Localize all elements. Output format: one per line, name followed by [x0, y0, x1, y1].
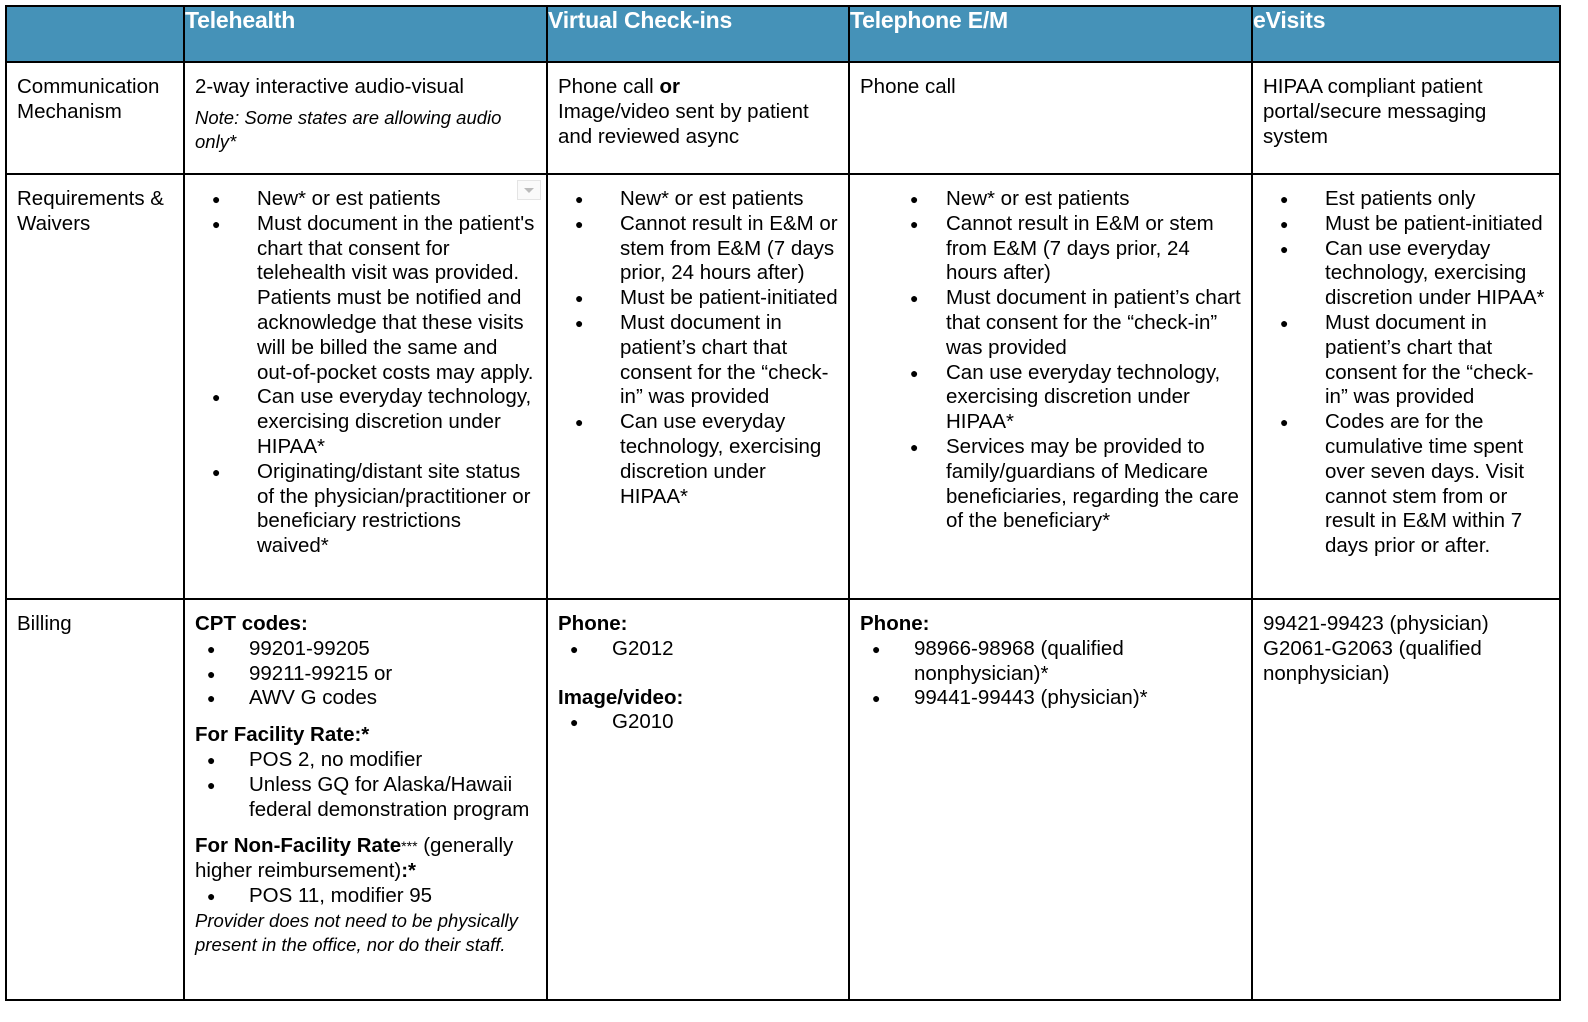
row-label-cell — [6, 599, 184, 1000]
communication-line-2: Image/video sent by patient and reviewed async — [558, 99, 809, 148]
communication-line-1 — [558, 75, 838, 100]
cell-evisits-requirements — [1252, 174, 1560, 599]
communication-or: or — [659, 75, 680, 98]
cpt-codes-heading: CPT codes: — [195, 612, 308, 635]
list-item: ● Must document in patient’s chart that consent for the “check-in” was provided — [558, 311, 838, 410]
list-item: ● G2010 — [558, 710, 838, 735]
header-telephone-em: Telephone E/M — [849, 6, 1252, 62]
cell-telehealth-communication — [184, 62, 547, 174]
list-item: ● Est patients only — [1263, 187, 1549, 212]
cell-dropdown-chevron-icon[interactable] — [517, 180, 541, 200]
phone-heading: Phone: — [558, 612, 628, 635]
row-label: Requirements & Waivers — [17, 187, 164, 235]
list-item: ● 99201-99205 — [195, 637, 536, 662]
non-facility-rate-list — [195, 884, 536, 909]
communication-text: Phone call — [558, 75, 660, 98]
header-evisits: eVisits — [1252, 6, 1560, 62]
list-item: ● 98966-98968 (qualified nonphysician)* — [860, 637, 1241, 687]
cell-evisits-billing — [1252, 599, 1560, 1000]
row-label: Billing — [17, 612, 72, 635]
row-billing — [6, 599, 1560, 1000]
header-telehealth: Telehealth — [184, 6, 547, 62]
phone-codes-list — [558, 637, 838, 662]
list-item: ● Originating/distant site status of the physician/practitioner or beneficiary restrictions waived* — [195, 460, 536, 559]
list-item: ● New* or est patients — [558, 187, 838, 212]
asterisks: *** — [401, 838, 418, 855]
communication-note: Note: Some states are allowing audio only* — [195, 106, 502, 152]
image-video-codes-list — [558, 710, 838, 735]
list-item: ● Must document in the patient's chart that consent for telehealth visit was provided. Patients must be notified and acknowledge that these visits will be billed the same and out-of-pocket costs may apply. — [195, 212, 536, 386]
header-virtual-check-ins: Virtual Check-ins — [547, 6, 849, 62]
list-item: ● Can use everyday technology, exercising discretion under HIPAA* — [195, 385, 536, 459]
list-item: ● 99441-99443 (physician)* — [860, 686, 1241, 711]
list-item: ● AWV G codes — [195, 686, 536, 711]
cell-evisits-communication — [1252, 62, 1560, 174]
cell-telehealth-requirements — [184, 174, 547, 599]
list-item: ● Must be patient-initiated — [1263, 212, 1549, 237]
requirements-list — [195, 187, 536, 559]
billing-code-line: 99421-99423 (physician) — [1263, 612, 1489, 635]
list-item: ● Must be patient-initiated — [558, 286, 838, 311]
non-facility-rate-bold: For Non-Facility Rate — [195, 834, 402, 858]
facility-rate-list — [195, 748, 536, 822]
non-facility-rate-heading — [195, 834, 536, 884]
list-item: ● Codes are for the cumulative time spent over seven days. Visit cannot stem from or result in E&M within 7 days prior or after. — [1263, 410, 1549, 559]
phone-heading: Phone: — [860, 612, 930, 635]
requirements-list — [1263, 187, 1549, 559]
list-item: ● Can use everyday technology, exercising discretion under HIPAA* — [860, 361, 1241, 435]
cpt-codes-list — [195, 637, 536, 711]
list-item: ● Must document in patient’s chart that consent for the “check-in” was provided — [860, 286, 1241, 360]
cell-telephone-communication — [849, 62, 1252, 174]
row-label-cell — [6, 174, 184, 599]
image-video-heading: Image/video: — [558, 685, 684, 709]
telehealth-services-comparison-table — [5, 5, 1561, 1001]
row-label-cell — [6, 62, 184, 174]
row-label: Communication Mechanism — [17, 75, 160, 123]
header-corner-cell — [6, 6, 184, 62]
non-facility-rate-tail: :* — [401, 859, 417, 883]
list-item: ● Must document in patient’s chart that consent for the “check-in” was provided — [1263, 311, 1549, 410]
communication-text: HIPAA compliant patient portal/secure messaging system — [1263, 75, 1487, 148]
list-item: ● G2012 — [558, 637, 838, 662]
billing-code-line: G2061-G2063 (qualified nonphysician) — [1263, 636, 1482, 685]
non-facility-rate-note: (generally higher reimbursement) — [195, 834, 514, 883]
list-item: ● New* or est patients — [195, 187, 536, 212]
list-item: ● Cannot result in E&M or stem from E&M (7 days prior, 24 hours after) — [558, 212, 838, 286]
provider-note: Provider does not need to be physically present in the office, nor do their staff. — [195, 909, 518, 955]
requirements-list — [860, 187, 1241, 534]
communication-text: 2-way interactive audio-visual — [195, 75, 464, 98]
row-communication-mechanism — [6, 62, 1560, 174]
list-item: ● Can use everyday technology, exercising discretion under HIPAA* — [1263, 237, 1549, 311]
row-requirements-waivers — [6, 174, 1560, 599]
list-item: ● Services may be provided to family/guardians of Medicare beneficiaries, regarding the care of the beneficiary* — [860, 435, 1241, 534]
requirements-list — [558, 187, 838, 509]
communication-text: Phone call — [860, 75, 956, 98]
list-item: ● New* or est patients — [860, 187, 1241, 212]
cell-virtual-requirements — [547, 174, 849, 599]
cell-telephone-billing — [849, 599, 1252, 1000]
list-item: ● Can use everyday technology, exercising discretion under HIPAA* — [558, 410, 838, 509]
list-item: ● POS 2, no modifier — [195, 748, 536, 773]
cell-telehealth-billing — [184, 599, 547, 1000]
list-item: ● 99211-99215 or — [195, 662, 536, 687]
facility-rate-heading: For Facility Rate:* — [195, 723, 370, 747]
list-item: ● Cannot result in E&M or stem from E&M (7 days prior, 24 hours after) — [860, 212, 1241, 286]
cell-virtual-billing — [547, 599, 849, 1000]
header-row — [6, 6, 1560, 62]
cell-telephone-requirements — [849, 174, 1252, 599]
cell-virtual-communication — [547, 62, 849, 174]
phone-codes-list — [860, 637, 1241, 711]
list-item: ● Unless GQ for Alaska/Hawaii federal demonstration program — [195, 773, 536, 823]
list-item: ● POS 11, modifier 95 — [195, 884, 536, 909]
